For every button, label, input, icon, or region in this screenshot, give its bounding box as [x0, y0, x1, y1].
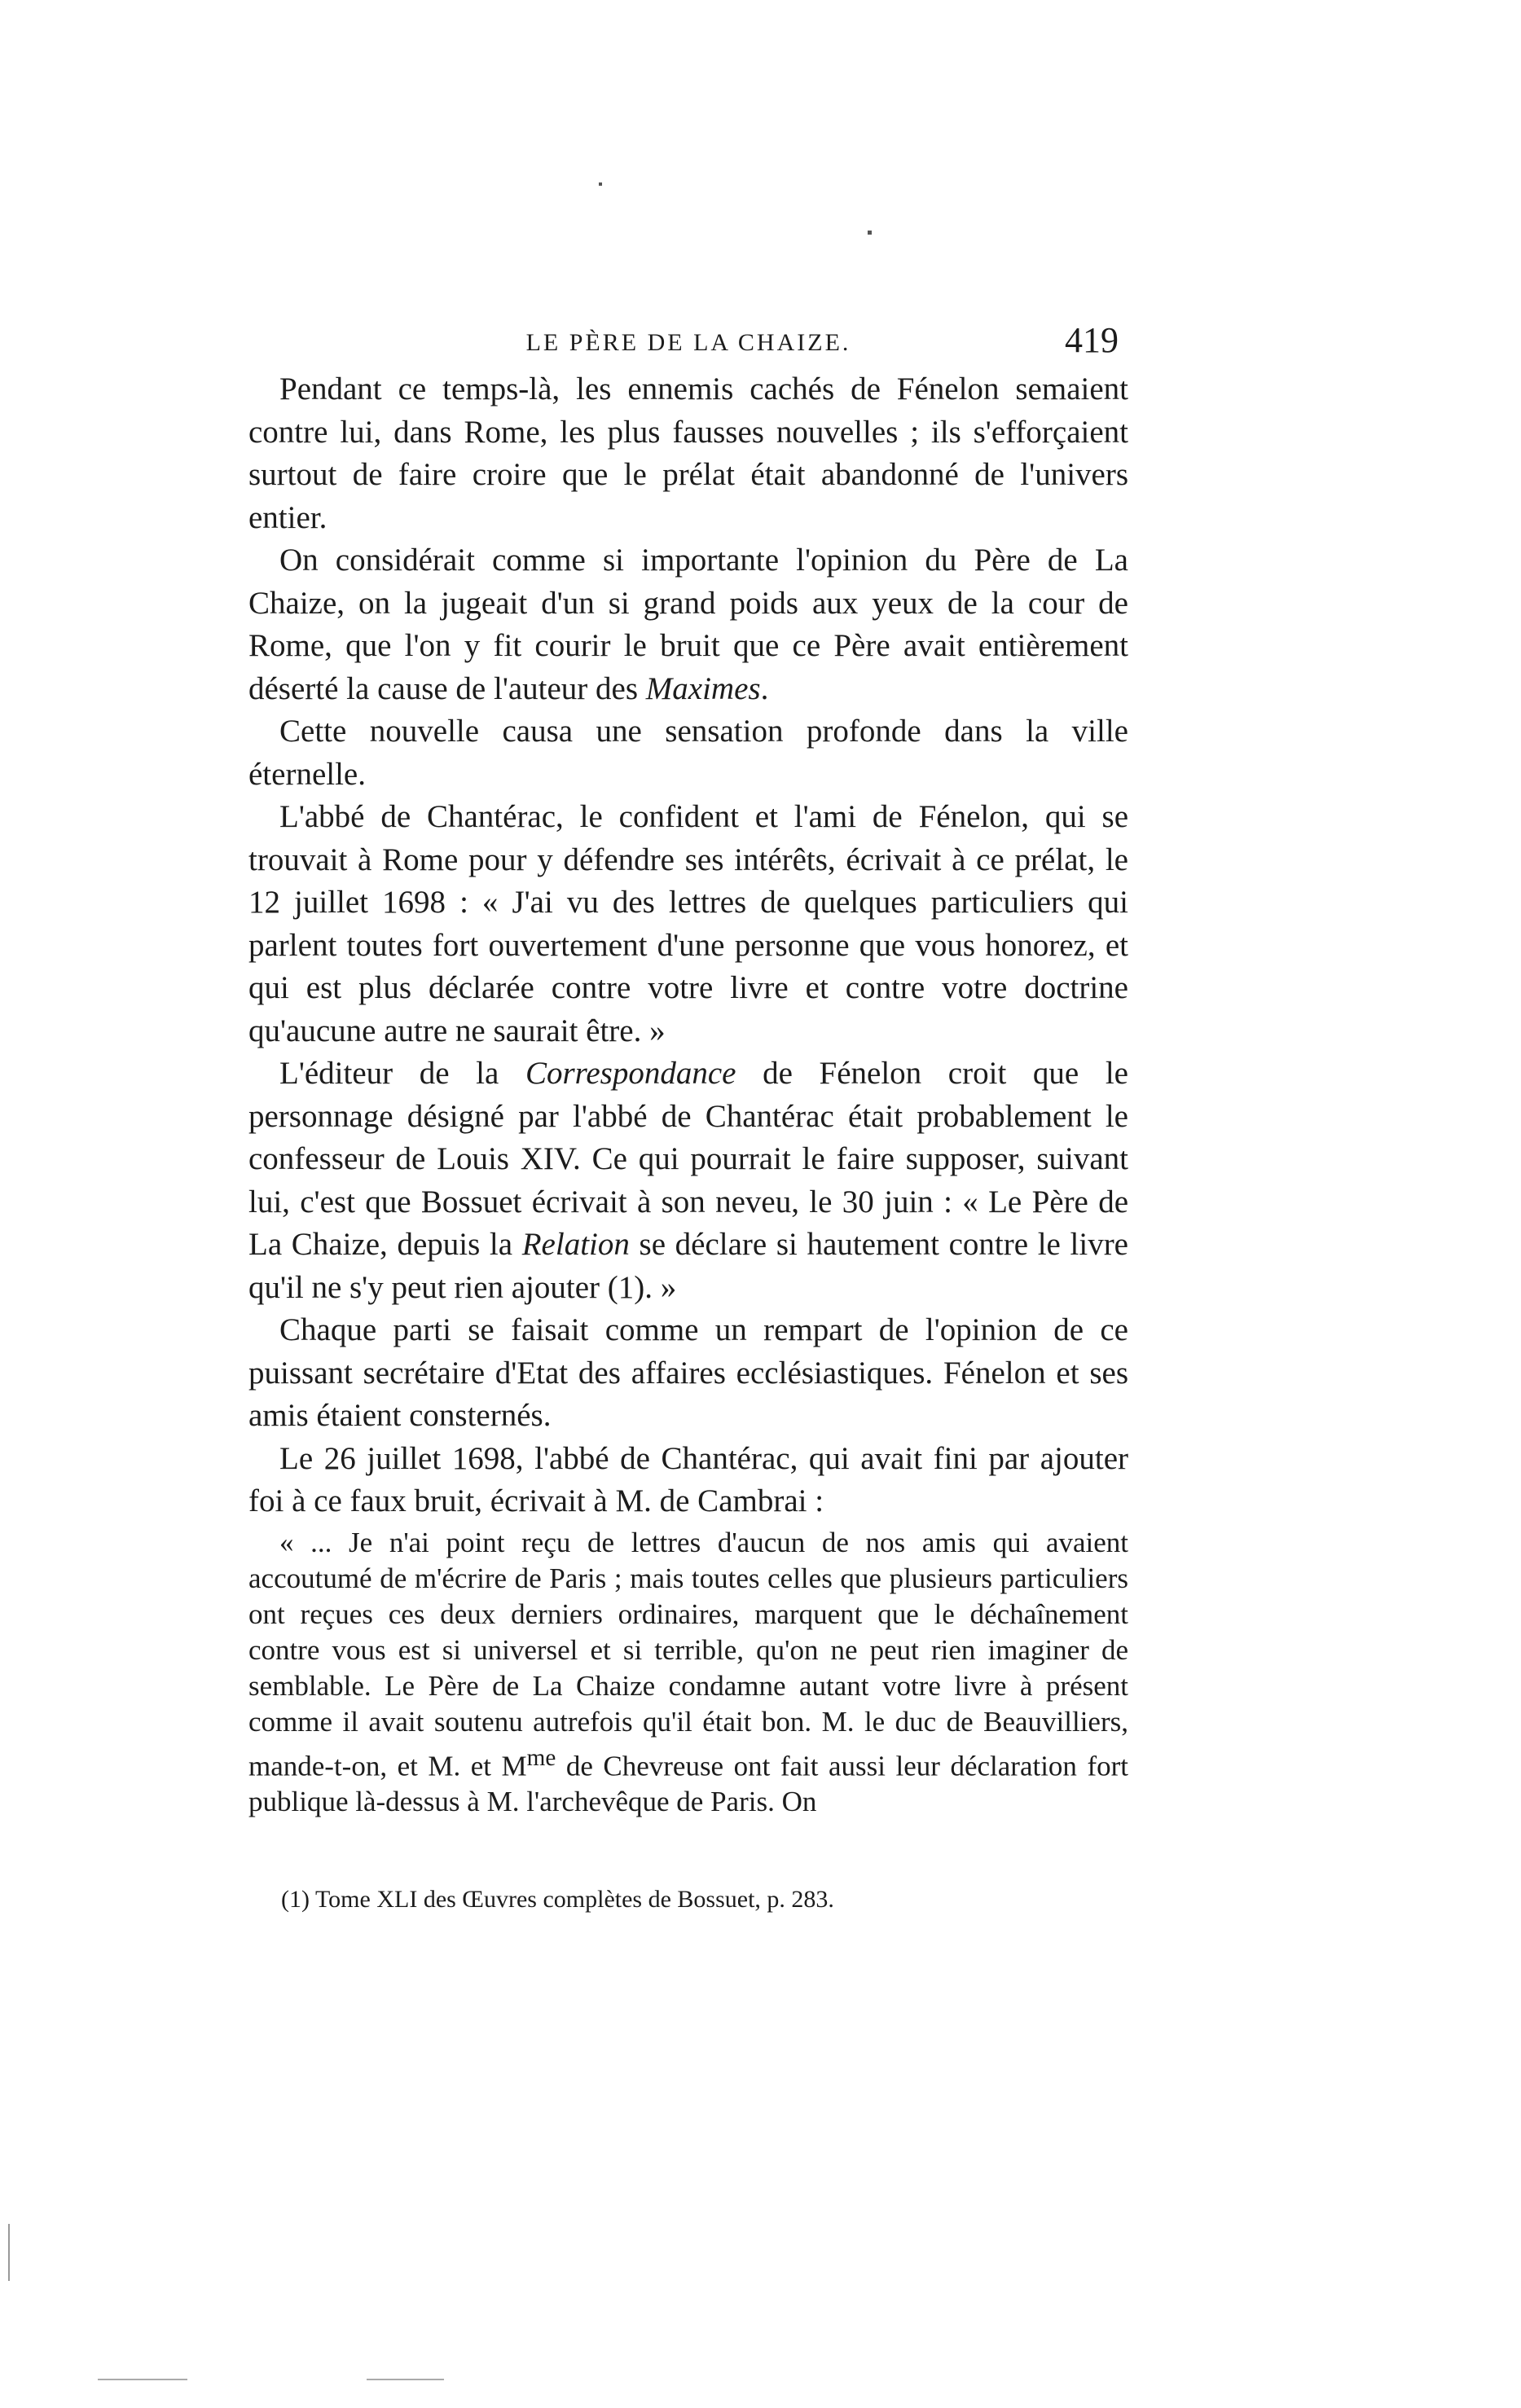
- scan-speck: [868, 231, 872, 235]
- paragraph-1: [248, 368, 1128, 539]
- paragraph-3: [248, 710, 1128, 796]
- paragraph-6: [248, 1309, 1128, 1438]
- paragraph-6-text: Chaque parti se faisait comme un rempart de l'opinion de ce puissant secrétaire d'Etat des affaires ecclésiastiques. Fénelon et ses amis étaient consternés.: [248, 1312, 1128, 1433]
- paragraph-2: [248, 539, 1128, 710]
- quote-superscript: me: [526, 1744, 556, 1771]
- letter-quote: [248, 1525, 1128, 1821]
- paragraph-7-text: Le 26 juillet 1698, l'abbé de Chantérac, qui avait fini par ajouter foi à ce faux bruit, écrivait à M. de Cambrai :: [248, 1440, 1128, 1518]
- book-title-relation: Relation: [521, 1227, 630, 1262]
- footnote-volume: XLI: [376, 1886, 418, 1913]
- paragraph-4: [248, 796, 1128, 1052]
- running-title: LE PÈRE DE LA CHAIZE.: [525, 329, 851, 356]
- book-title-correspondance: Correspondance: [525, 1056, 736, 1091]
- paragraph-5-text-b: de Fénelon croit que le personnage désigné par l'abbé de Chantérac était probablement le confesseur de Louis XIV. Ce qui pourrait le faire supposer, suivant lui, c'est que Bossuet écrivait à son neveu, le 30 juin : « Le Père de La Chaize, depuis la: [248, 1056, 1128, 1262]
- quote-paragraph: [248, 1525, 1128, 1821]
- scan-edge-mark: [8, 2224, 10, 2281]
- paragraph-5-text-c: se déclare si hautement contre le livre qu'il ne s'y peut rien ajouter (1). »: [248, 1227, 1128, 1305]
- paragraph-4-text: L'abbé de Chantérac, le confident et l'ami de Fénelon, qui se trouvait à Rome pour y défendre ses intérêts, écrivait à ce prélat, le 12 juillet 1698 : « J'ai vu des lettres de quelques particuliers qui parlent toutes fort ouvertement d'une personne que vous honorez, et qui est plus déclarée contre votre livre et contre votre doctrine qu'aucune autre ne saurait être. »: [248, 799, 1128, 1048]
- paragraph-3-text: Cette nouvelle causa une sensation profonde dans la ville éternelle.: [248, 714, 1128, 792]
- scan-speck: [599, 182, 602, 186]
- page-number: 419: [1065, 320, 1119, 360]
- book-title-maximes: Maximes: [645, 670, 761, 706]
- paragraph-5: [248, 1052, 1128, 1309]
- body-text: [248, 368, 1128, 1820]
- scan-bottom-line: [367, 2379, 444, 2380]
- quote-text-a: « ... Je n'ai point reçu de lettres d'aucun de nos amis qui avaient accoutumé de m'écrire de Paris ; mais toutes celles que plusieurs particuliers ont reçues ces deux derniers ordinaires, marquent que le déchaînement contre vous est si universel et si terrible, qu'on ne peut rien imaginer de semblable. Le Père de La Chaize condamne autant votre livre à présent comme il avait soutenu autrefois qu'il était bon. M. le duc de Beauvilliers, mande-t-on, et M. et M: [248, 1526, 1128, 1782]
- scan-bottom-line: [98, 2379, 187, 2380]
- footnote-suffix: des Œuvres complètes de Bossuet, p. 283.: [417, 1886, 834, 1913]
- page-header: [248, 319, 1128, 368]
- quote-text-b: de Chevreuse ont fait aussi leur déclaration fort publique là-dessus à M. l'archevêque de Paris. On: [248, 1750, 1128, 1818]
- paragraph-2-text: On considérait comme si importante l'opinion du Père de La Chaize, on la jugeait d'un si grand poids aux yeux de la cour de Rome, que l'on y fit courir le bruit que ce Père avait entièrement déserté la cause de l'auteur des: [248, 543, 1128, 706]
- paragraph-5-text-a: L'éditeur de la: [279, 1056, 525, 1091]
- footnote: [281, 1883, 1128, 1916]
- paragraph-2-end: .: [760, 670, 769, 706]
- paragraph-1-text: Pendant ce temps-là, les ennemis cachés de Fénelon semaient contre lui, dans Rome, les plus fausses nouvelles ; ils s'efforçaient surtout de faire croire que le prélat était abandonné de l'univers entier.: [248, 371, 1128, 535]
- paragraph-7: [248, 1438, 1128, 1523]
- footnote-prefix: (1) Tome: [281, 1886, 377, 1913]
